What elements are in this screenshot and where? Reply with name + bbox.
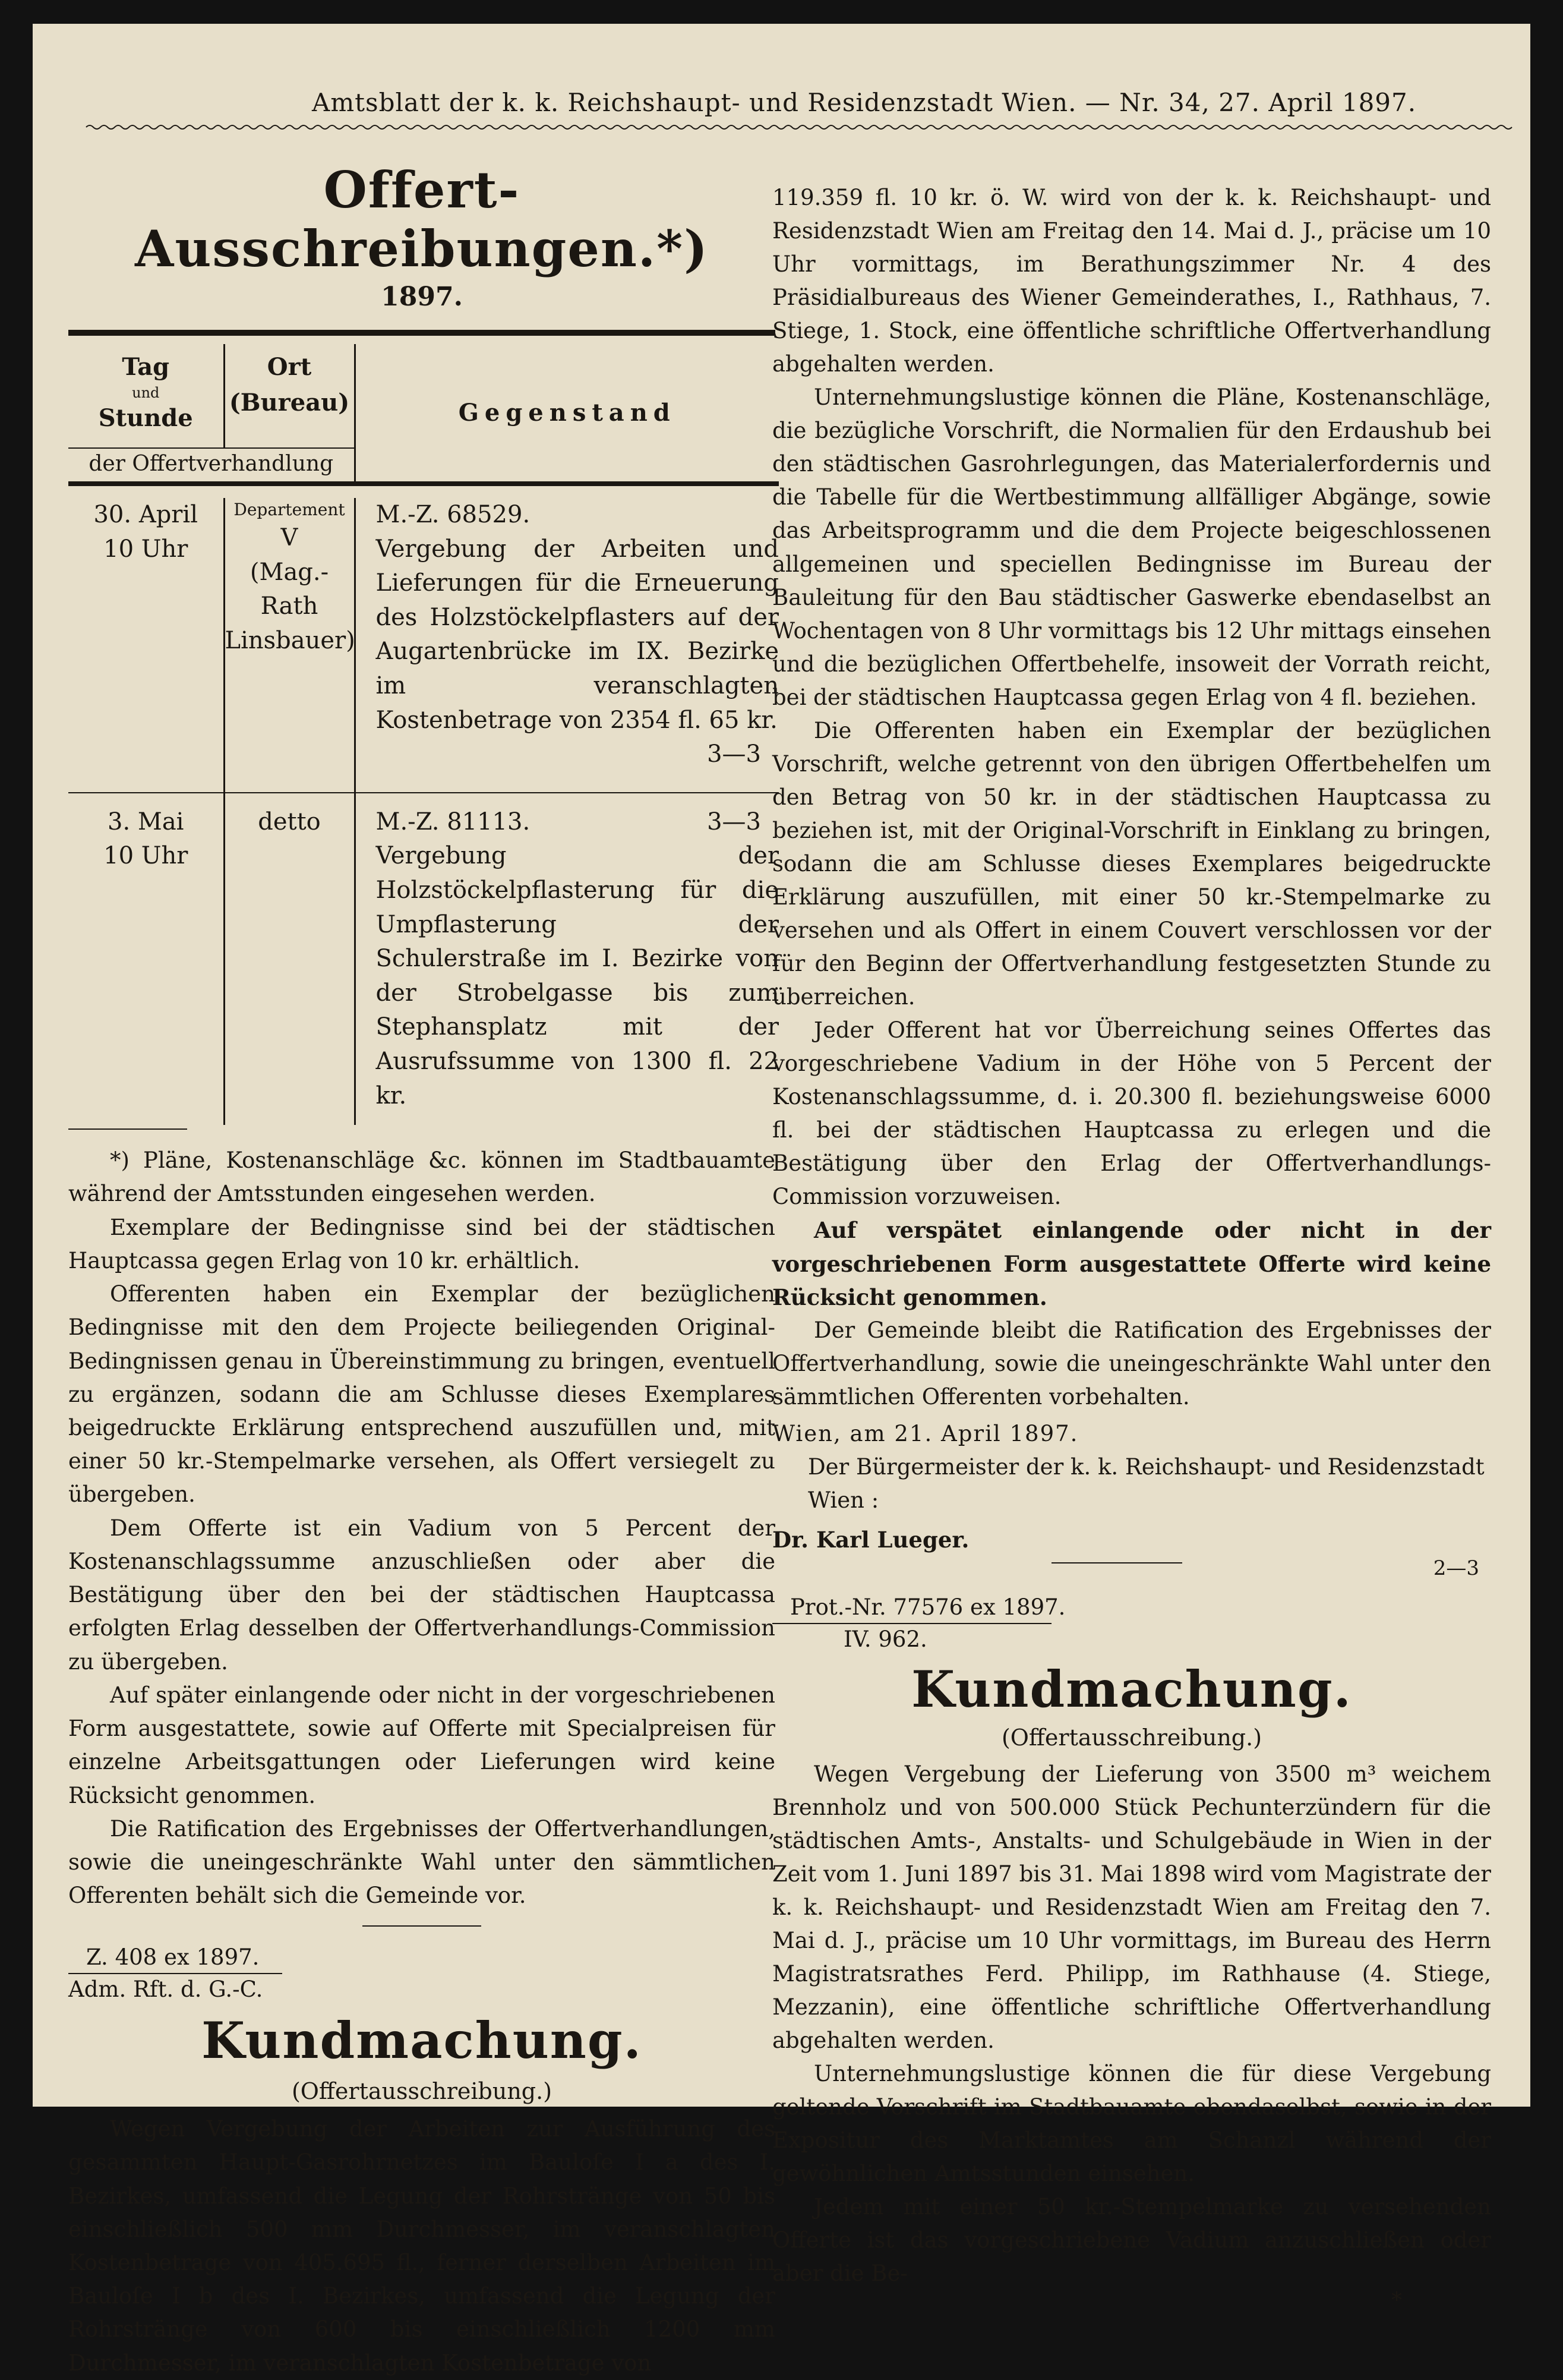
right-para-5: Auf verspätet einlangende oder nicht in der vorgeschriebenen Form ausgestattete Offerte wird keine Rücksicht genommen. [772, 1217, 1491, 1310]
right-count: 2—3 [1433, 1556, 1479, 1580]
notice2-refs: Prot.-Nr. 77576 ex 1897. IV. 962. [772, 1592, 1491, 1655]
notice2-subtitle: (Offertausschreibung.) [1001, 1724, 1262, 1751]
offers-table [68, 344, 779, 1125]
right-para-1: 119.359 fl. 10 kr. ö. W. wird von der k. k. Reichshaupt- und Residenzstadt Wien am Freitag den 14. Mai d. J., präcise um 10 Uhr vormittags, im Berathungszimmer Nr. 4 des Präsidialbureaus des Wiener Gemeinderathes, I., Rathhaus, 7. Stiege, 1. Stock, eine öffentliche schriftliche Offertverhandlung abgehalten werden. [772, 185, 1491, 377]
table-head-place: Ort (Bureau) [224, 344, 355, 448]
table-end-rule [68, 1128, 187, 1130]
row-time: 10 Uhr [103, 842, 188, 870]
offers-title: Offert-Ausschreibungen.*) [135, 160, 709, 278]
right-para-2: Unternehmungslustige können die Pläne, Kostenanschläge, die bezügliche Vorschrift, die Normalien für den Erdaushub bei den städtischen Gasrohrlegungen, das Materialerfordernis und die Tabelle für die Wertbestimmung allfälliger Abgänge, sowie das Arbeitsprogramm und die dem Projecte beigeschlossenen allgemeinen und speciellen Bedingnisse im Bureau der Bauleitung für den Bau städtischer Gaswerke ebendaselbst an Wochentagen von 8 Uhr vormittags bis 12 Uhr mittags einsehen und die bezüglichen Offertbehelfe, insoweit der Vorrath reicht, bei der städtischen Hauptcassa gegen Erlag von 4 fl. beziehen. [772, 384, 1491, 710]
footnote-rule [362, 1925, 481, 1927]
table-head-date: Tag und Stunde [68, 344, 224, 448]
signature-rule [1052, 1562, 1182, 1563]
table-row [68, 793, 779, 1125]
left-column [68, 160, 779, 2380]
notice-body: Wegen Vergebung der Arbeiten zur Ausführung des gesammten Haupt-Gasrohrnetzes im Bauloſe I a des I. Bezirkes, umfassend die Legung der Rohrstränge von 50 bis einschließlich 500 mm Durchmesser, im veranschlagten Kostenbetrage von 405.695 fl., ferner derselben Arbeiten im Bauloſe I b des I. Bezirkes, umfassend die Legung der Rohrstränge von 600 bis einschließlich 1200 mm Durchmesser, im veranschlagten Kostenbetrage von [68, 2116, 775, 2376]
notice-title: Kundmachung. [201, 2011, 642, 2070]
header-wavy-rule [86, 123, 1500, 131]
notice-refs: Z. 408 ex 1897. Adm. Rft. d. G.-C. [68, 1942, 775, 2005]
offers-year: 1897. [381, 282, 463, 312]
continuation-star: * [1391, 2288, 1402, 2313]
notice2-para-2: Unternehmungslustige können die für diese Vergebung geltende Vorschrift im Stadtbauamte ebendaselbst, sowie in der Expositur des Marktamtes am Schanzl während der gewöhnlichen Amtsstunden einsehen. [772, 2060, 1491, 2187]
table-head-subject: Gegenstand [458, 398, 676, 427]
notice2-para-1: Wegen Vergebung der Lieferung von 3500 m³ weichem Brennholz und von 500.000 Stück Pechunterzündern für die städtischen Amts-, Anstalts- und Schulgebäude in Wien in der Zeit vom 1. Juni 1897 bis 31. Mai 1898 wird vom Magistrate der k. k. Reichshaupt- und Residenzstadt Wien am Freitag den 7. Mai d. J., präcise um 10 Uhr vormittags, im Bureau des Herrn Magistratsrathes Ferd. Philipp, im Rathhause (4. Stiege, Mezzanin), eine öffentliche schriftliche Offertverhandlung abgehalten werden. [772, 1761, 1491, 2053]
notice-subtitle: (Offertausschreibung.) [291, 2078, 552, 2105]
right-para-4: Jeder Offerent hat vor Überreichung seines Offertes das vorgeschriebene Vadium in der Höhe von 5 Percent der Kostenanschlagssumme, d. i. 20.300 fl. beziehungsweise 6000 fl. bei der städtischen Hauptcassa zu erlegen und die Bestätigung über den Erlag der Offertverhandlungs-Commission vorzuweisen. [772, 1017, 1491, 1210]
right-para-3: Die Offerenten haben ein Exemplar der bezüglichen Vorschrift, welche getrennt von den übrigen Offertbehelfen um den Betrag von 50 kr. in der städtischen Hauptcassa zu beziehen ist, mit der Original-Vorschrift in Einklang zu bringen, sodann die am Schlusse dieses Exemplares beigedruckte Erklärung auszufüllen, mit einer 50 kr.-Stempelmarke zu versehen und als Offert in einem Couvert verschlossen vor der für den Beginn der Offertverhandlung festgesetzten Stunde zu überreichen. [772, 717, 1491, 1010]
row-text: Vergebung der Arbeiten und Lieferungen für die Erneuerung des Holzstöckelpflasters auf der Augartenbrücke im IX. Bezirke im veranschlagten Kostenbetrage von 2354 fl. 65 kr. [375, 535, 779, 734]
footnote: *) Pläne, Kostenanschläge &c. können im Stadtbauamte während der Amtsstunden eingesehen werden. Exemplare der Bedingnisse sind bei der städtischen Hauptcassa gegen Erlag von 10 kr. erhältlich. Offerenten haben ein Exemplar der bezüglichen Bedingnisse mit den dem Projecte beiliegenden Original-Bedingnissen genau in Übereinstimmung zu bringen, eventuell zu ergänzen, sodann die am Schlusse dieses Exemplares beigedruckte Erklärung entsprechend auszufüllen und, mit einer 50 kr.-Stempelmarke versehen, als Offert versiegelt zu übergeben. Dem Offerte ist ein Vadium von 5 Percent der Kostenanschlagssumme anzuschließen oder aber die Bestätigung über den bei der städtischen Hauptcassa erfolgten Erlag desselben der Offertverhandlungs-Commission zu übergeben. Auf später einlangende oder nicht in der vorgeschriebenen Form ausgestattete, sowie auf Offerte mit Specialpreisen für einzelne Arbeitsgattungen oder Lieferungen wird keine Rücksicht genommen. Die Ratification des Ergebnisses der Offertverhandlungen, sowie die uneingeschränkte Wahl unter den sämmtlichen Offerenten behält sich die Gemeinde vor. [68, 1148, 775, 1909]
page-header: Amtsblatt der k. k. Reichshaupt- und Residenzstadt Wien. — Nr. 34, 27. April 1897. [312, 88, 1417, 117]
right-para-6: Der Gemeinde bleibt die Ratification des Ergebnisses der Offertverhandlung, sowie die uneingeschränkte Wahl unter den sämmtlichen Offerenten vorbehalten. [772, 1317, 1491, 1410]
mayor-name: Dr. Karl Lueger. [772, 1526, 970, 1553]
row-count: 3—3 [707, 740, 761, 768]
table-subhead: der Offertverhandlung [68, 448, 355, 484]
row-text: Vergebung der Holzstöckelpflasterung für die Umpflasterung der Schulerstraße im I. Bezirke von der Strobelgasse bis zum Stephansplatz mit der Ausrufssumme von 1300 fl. 22 kr. [375, 842, 779, 1109]
notice2-title: Kundmachung. [911, 1659, 1352, 1719]
newspaper-page [33, 24, 1530, 2376]
row-place: Departement [233, 500, 345, 519]
row-place: detto [258, 808, 321, 836]
title-rule [68, 330, 775, 336]
row-count: 3—3 [707, 808, 761, 836]
table-row: 30. April 10 Uhr Departement V (Mag.-Rath Linsbauer) M.-Z. 68529. Vergebung der Arbeiten und Lieferungen für die Erneuerung des Holzstöckelpflasters auf der Augartenbrücke im IX. Bezirke im veranschlagten Kostenbetrage von 2354 fl. 65 kr. 3—3 [68, 498, 779, 793]
row-time: 10 Uhr [103, 535, 188, 563]
row-date: 30. April [93, 501, 198, 528]
notice2-para-3: Jedem mit einer 50 kr.-Stempelmarke zu versehenden Offerte ist das vorgeschriebene Vadium anzuschließen oder aber die Be- [772, 2194, 1491, 2287]
right-column [772, 181, 1491, 2312]
row-ref: M.-Z. 81113. [375, 808, 531, 836]
row-date: 3. Mai [108, 808, 184, 836]
place-date: Wien, am 21. April 1897. [772, 1420, 1079, 1446]
mayor-line: Der Bürgermeister der k. k. Reichshaupt- und Residenzstadt Wien : [808, 1454, 1485, 1513]
row-ref: M.-Z. 68529. [375, 501, 531, 528]
